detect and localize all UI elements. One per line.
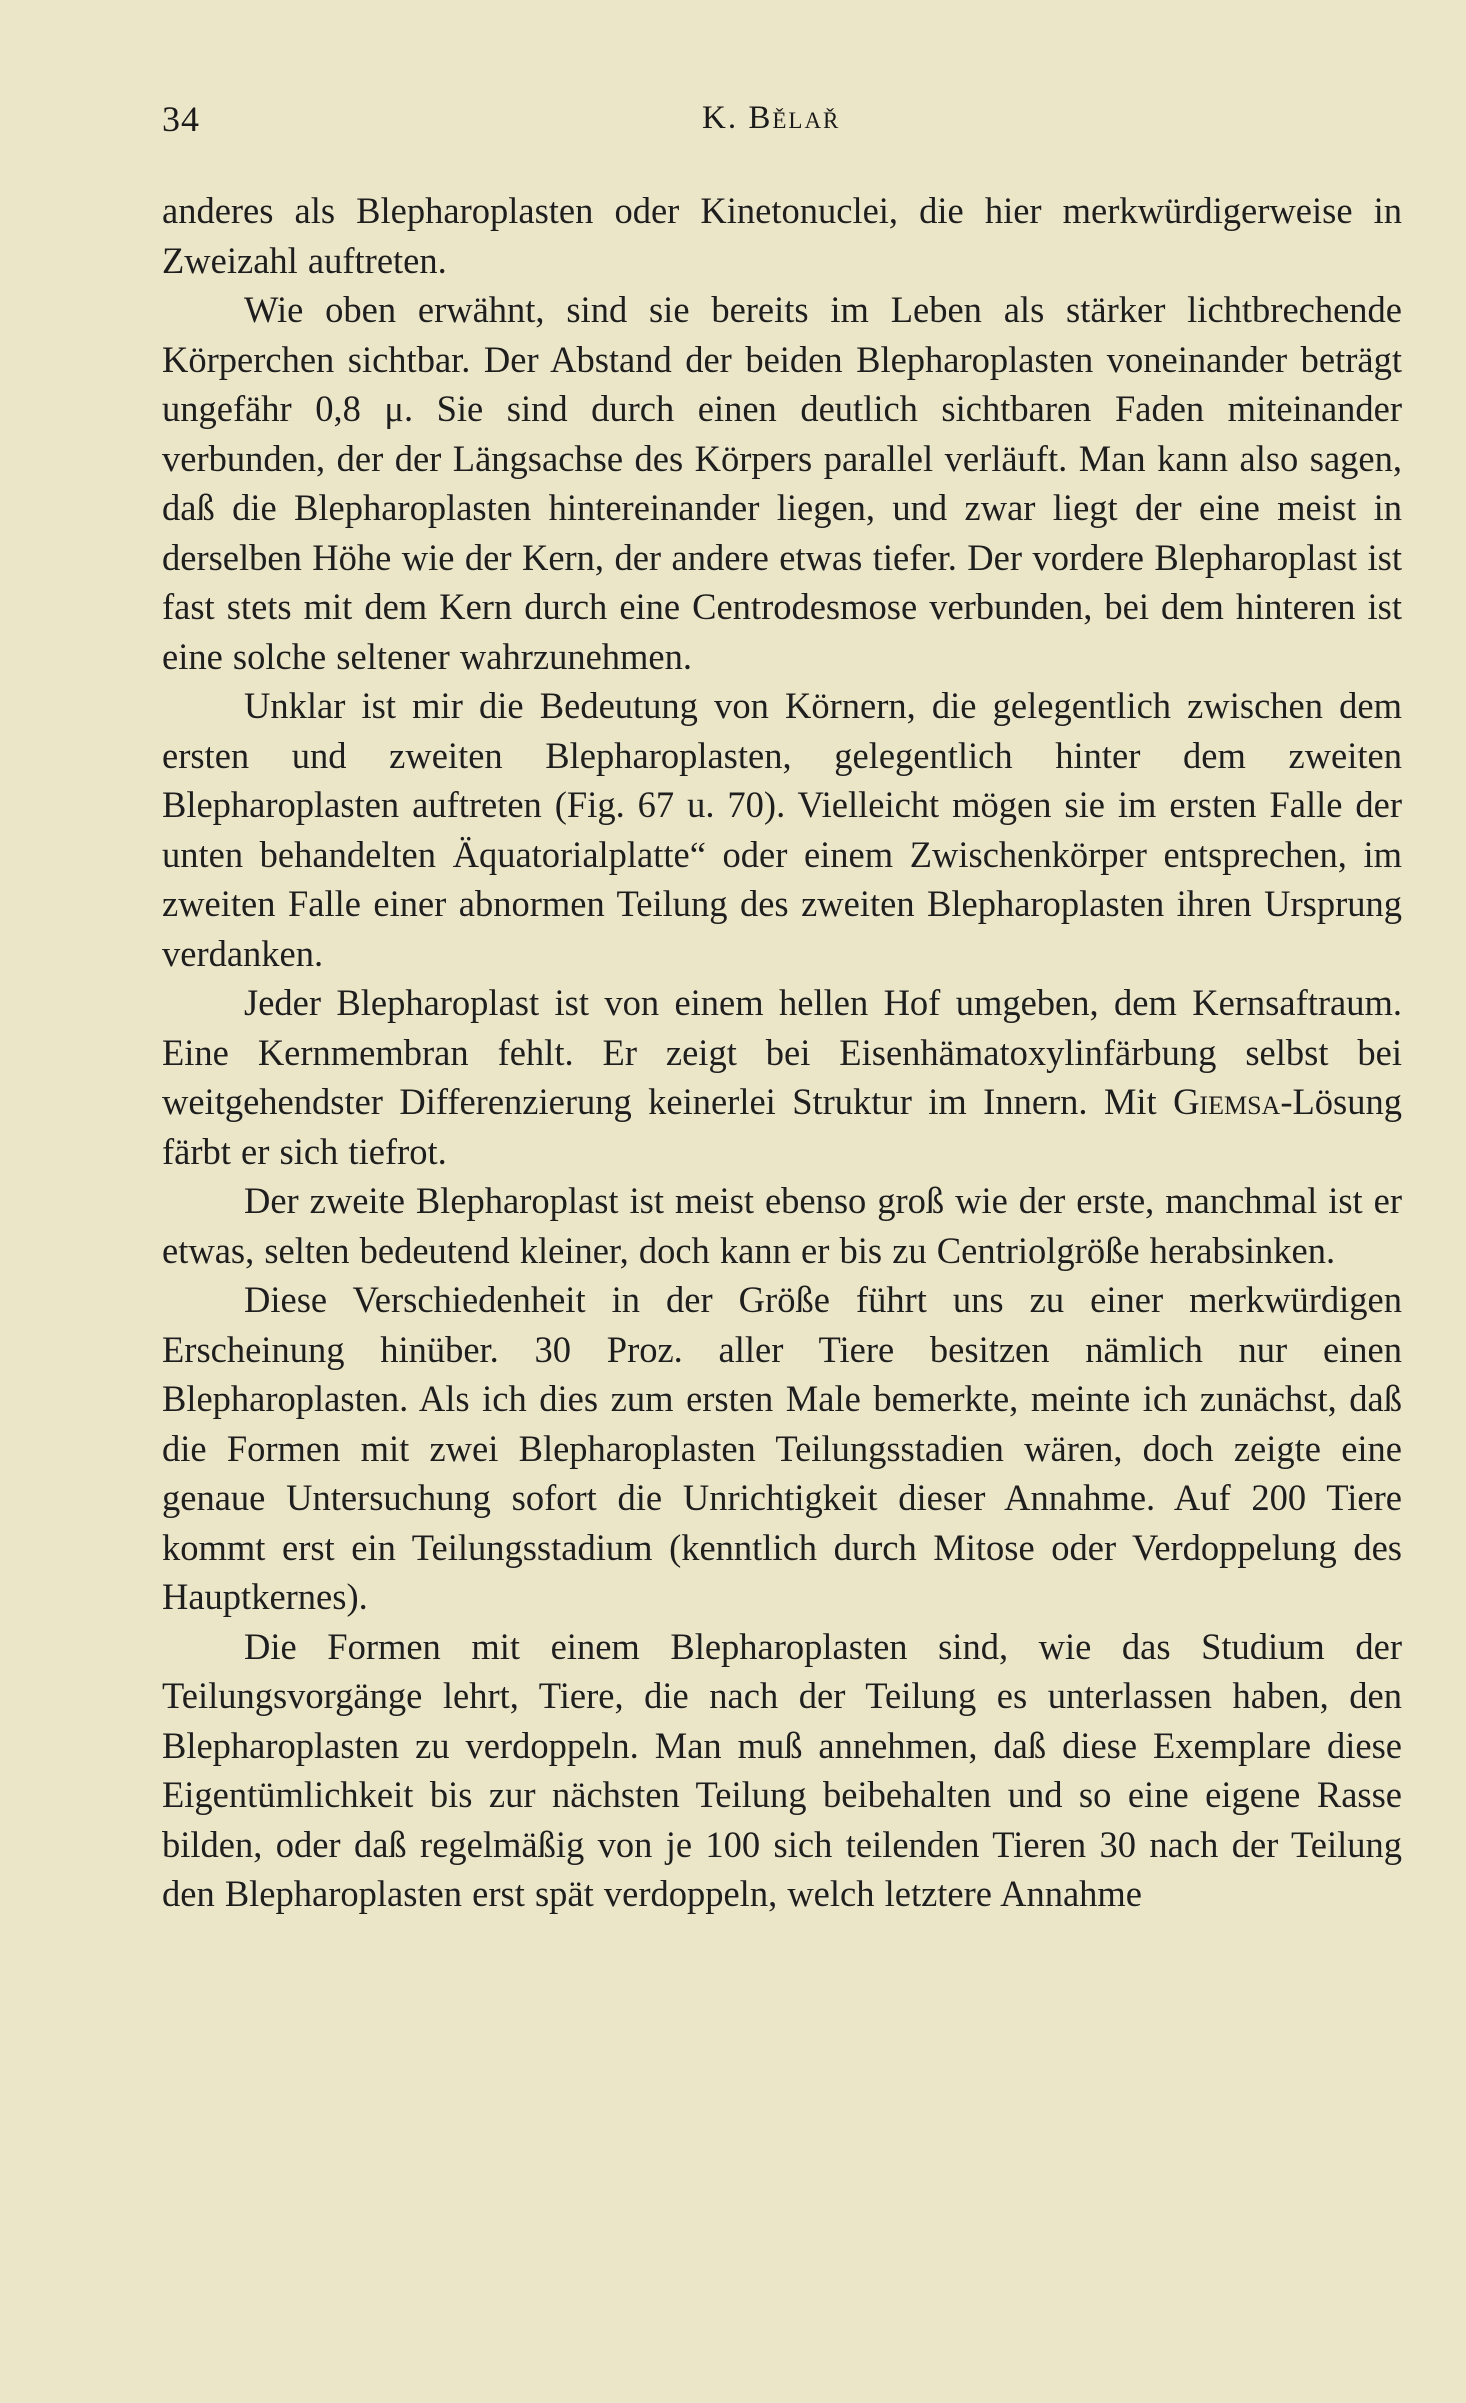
paragraph-4 — [162, 978, 1402, 1176]
running-head-author: K. Bělař — [702, 100, 841, 136]
paragraph-2: Wie oben erwähnt, sind sie bereits im Leben als stärker lichtbrechende Körperchen sichtbar. Der Abstand der beiden Blepharoplasten voneinander beträgt ungefähr 0,8 μ. Sie sind durch einen deutlich sichtbaren Faden miteinander verbunden, der der Längsachse des Körpers parallel verläuft. Man kann also sagen, daß die Blepharoplasten hintereinander liegen, und zwar liegt der eine meist in derselben Höhe wie der Kern, der andere etwas tiefer. Der vordere Blepharoplast ist fast stets mit dem Kern durch eine Centrodesmose verbunden, bei dem hinteren ist eine solche seltener wahrzunehmen. — [162, 289, 1402, 677]
page-header — [162, 98, 1402, 158]
giemsa-small-caps: Giemsa — [1173, 1081, 1281, 1122]
paragraph-3: Unklar ist mir die Bedeutung von Körnern, die gelegentlich zwischen dem ersten und zweiten Blepharoplasten, gelegentlich hinter dem zweiten Blepharoplasten auftreten (Fig. 67 u. 70). Vielleicht mögen sie im ersten Falle der unten behandelten Äquatorialplatte“ oder einem Zwischenkörper entsprechen, im zweiten Falle einer abnormen Teilung des zweiten Blepharoplasten ihren Ursprung verdanken. — [162, 685, 1402, 974]
paragraph-5: Der zweite Blepharoplast ist meist ebenso groß wie der erste, manchmal ist er etwas, selten bedeutend kleiner, doch kann er bis zu Centriolgröße herabsinken. — [162, 1180, 1402, 1271]
paragraph-7: Die Formen mit einem Blepharoplasten sind, wie das Studium der Teilungsvorgänge lehrt, Tiere, die nach der Teilung es unterlassen haben, den Blepharoplasten zu verdoppeln. Man muß annehmen, daß diese Exemplare diese Eigentümlichkeit bis zur nächsten Teilung beibehalten und so eine eigene Rasse bilden, oder daß regelmäßig von je 100 sich teilenden Tieren 30 nach der Teilung den Blepharoplasten erst spät verdoppeln, welch letztere Annahme — [162, 1625, 1402, 1914]
paragraph-4-text-after: -Lösung färbt er sich tiefrot. — [162, 1081, 1402, 1172]
paragraph-1: anderes als Blepharoplasten oder Kinetonuclei, die hier merkwürdigerweise in Zweizahl auftreten. — [162, 190, 1402, 281]
page-number: 34 — [162, 99, 200, 139]
body-text — [162, 186, 1402, 1919]
paragraph-6: Diese Verschiedenheit in der Größe führt uns zu einer merkwürdigen Erscheinung hinüber. 30 Proz. aller Tiere besitzen nämlich nur einen Blepharoplasten. Als ich dies zum ersten Male bemerkte, meinte ich zunächst, daß die Formen mit zwei Blepharoplasten Teilungsstadien wären, doch zeigte eine genaue Untersuchung sofort die Unrichtigkeit dieser Annahme. Auf 200 Tiere kommt erst ein Teilungsstadium (kenntlich durch Mitose oder Verdoppelung des Hauptkernes). — [162, 1279, 1402, 1617]
paragraph-4-text-before: Jeder Blepharoplast ist von einem hellen Hof umgeben, dem Kernsaftraum. Eine Kernmembran fehlt. Er zeigt bei Eisenhämatoxylinfärbung selbst bei weitgehendster Differenzierung keinerlei Struktur im Innern. Mit — [162, 982, 1402, 1122]
